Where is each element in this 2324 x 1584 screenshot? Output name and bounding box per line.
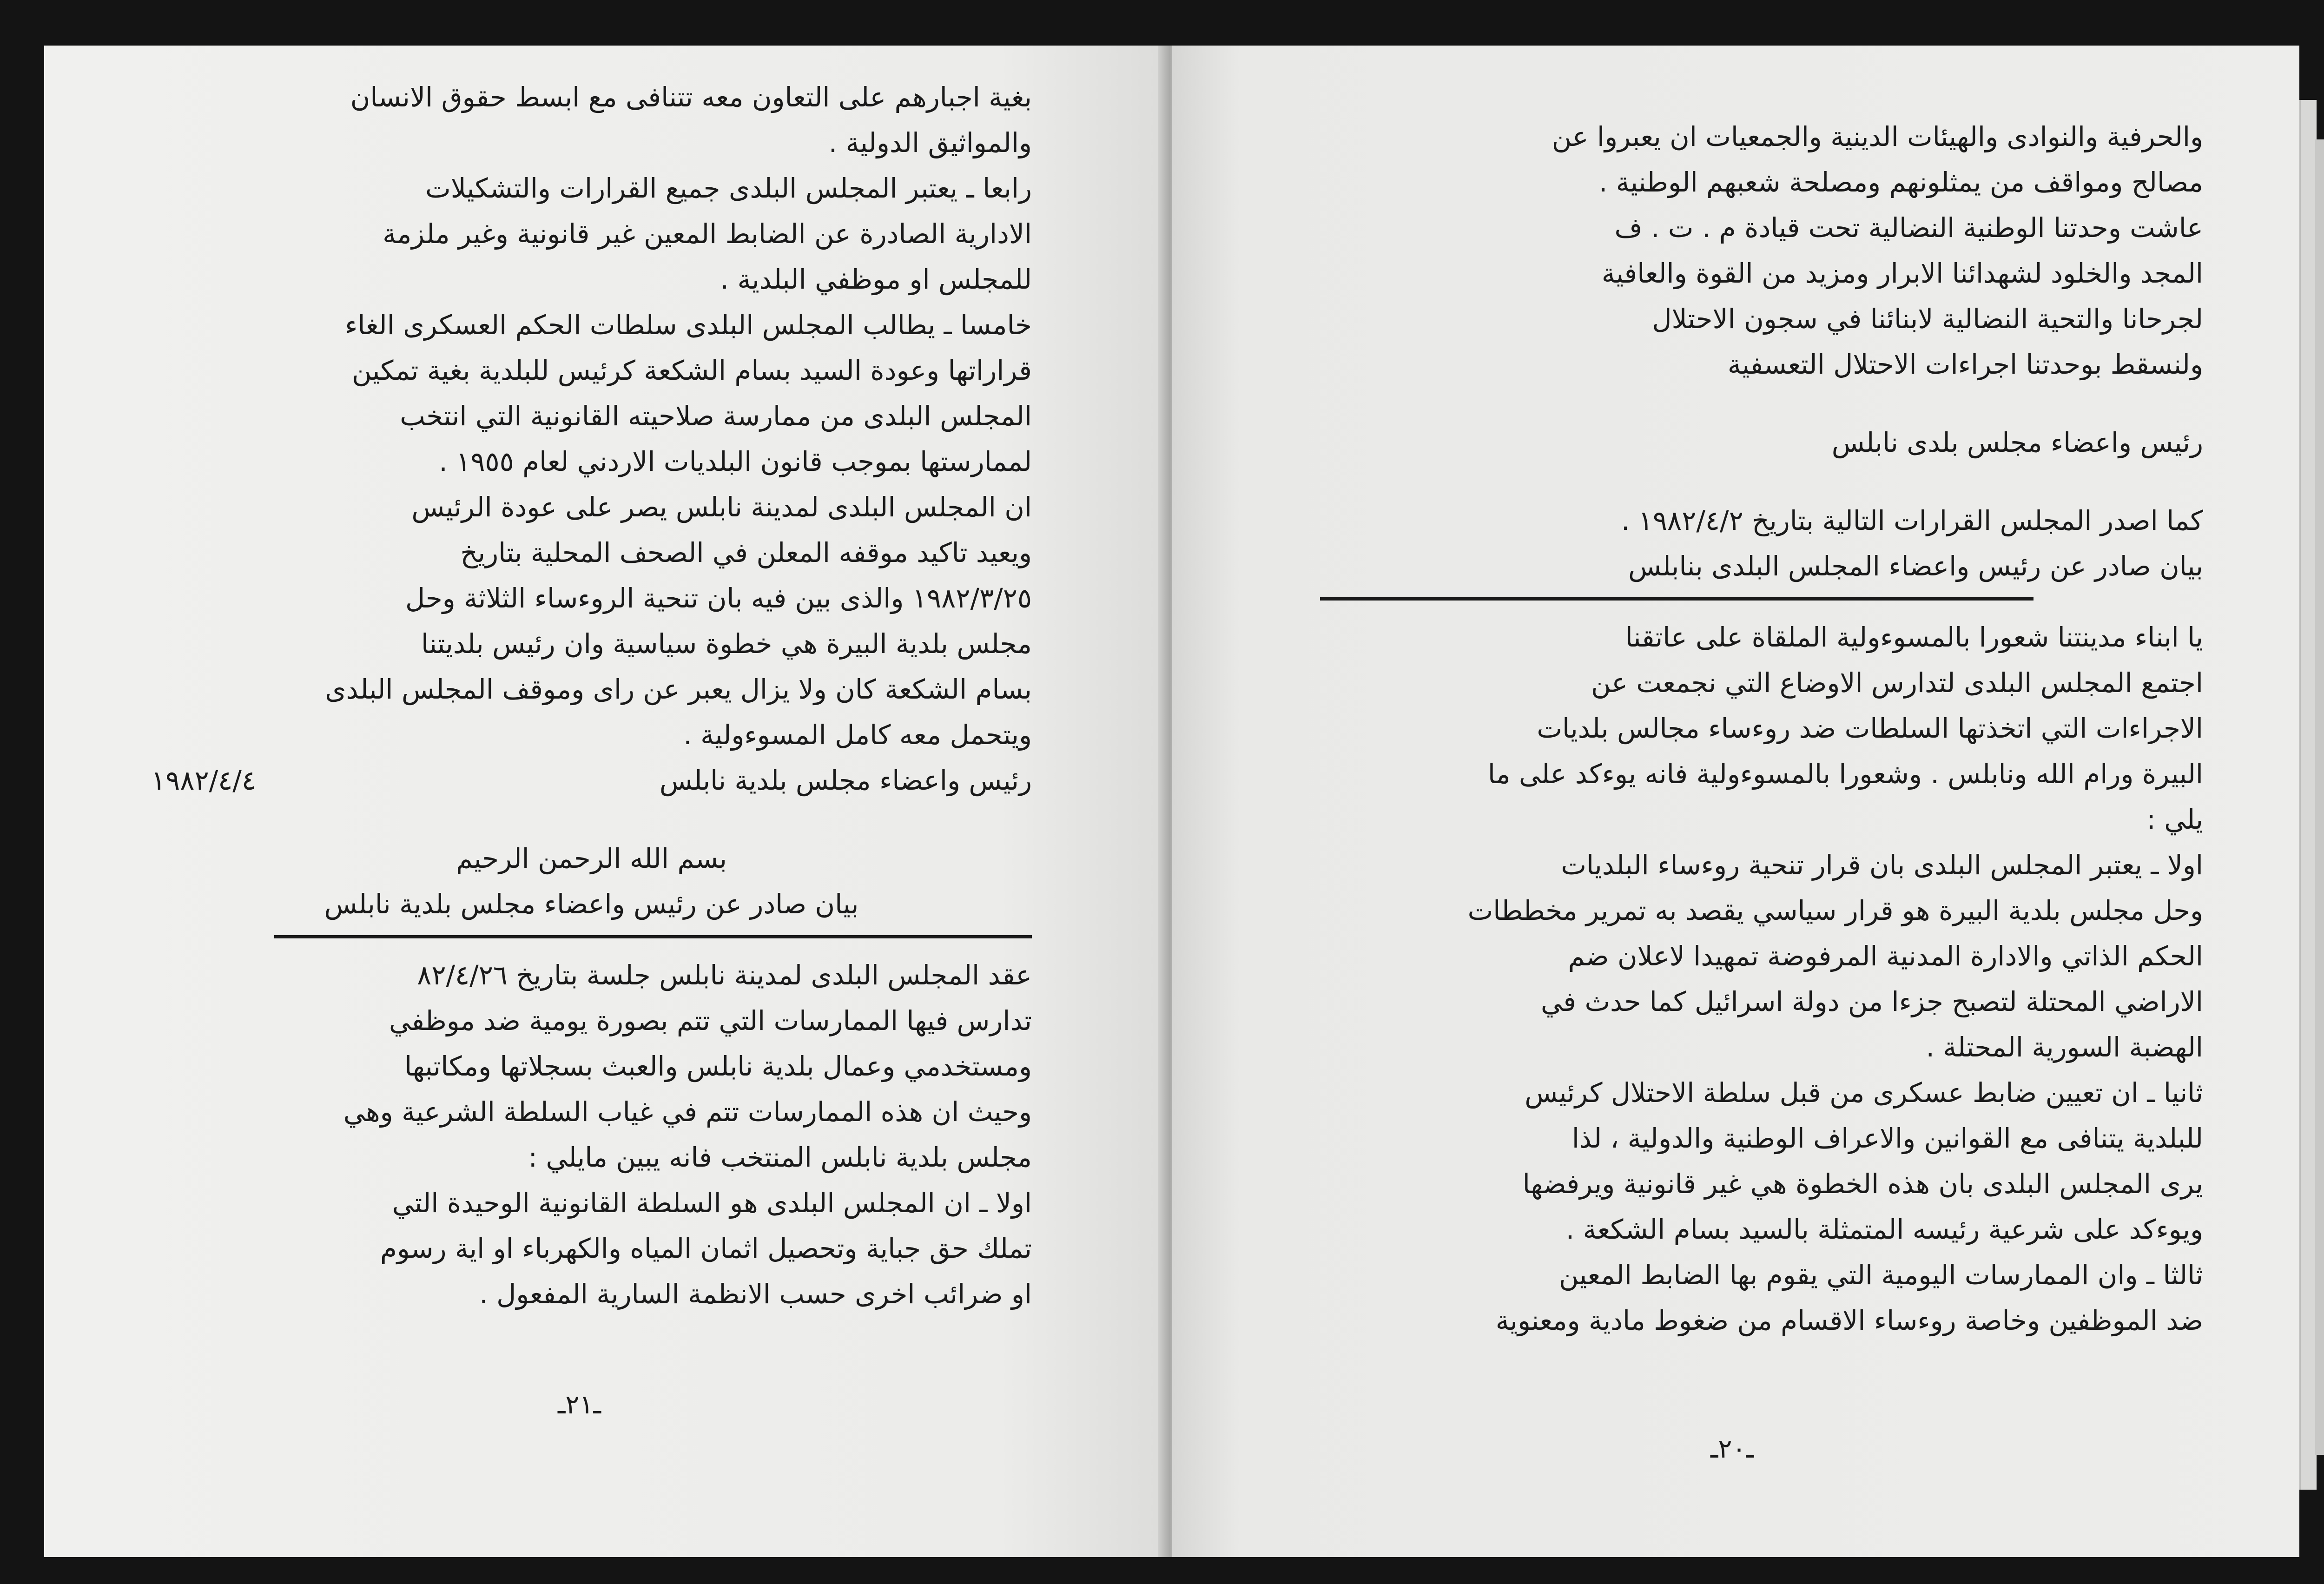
signature: رئيس واعضاء مجلس بلدى نابلس [1831,427,2203,458]
text-line: البيرة ورام الله ونابلس . وشعورا بالمسوءولية فانه يوءكد على ما [1487,758,2203,790]
text-line: المجلس البلدى من ممارسة صلاحيته القانونية التي انتخب [400,400,1032,432]
text-line: ومستخدمي وعمال بلدية نابلس والعبث بسجلاتها ومكاتبها [404,1050,1032,1082]
text-line: ثالثا ـ وان الممارسات اليومية التي يقوم بها الضابط المعين [1558,1259,2203,1291]
text-line: لممارستها بموجب قانون البلديات الاردني لعام ١٩٥٥ . [439,446,1032,477]
text-line: وحل مجلس بلدية البيرة هو قرار سياسي يقصد به تمرير مخططات [1467,895,2203,926]
right-page-text [1320,114,2203,1343]
text-line: ويتحمل معه كامل المسوءولية . [683,719,1032,751]
text-line: بغية اجبارهم على التعاون معه تتنافى مع ابسط حقوق الانسان [350,81,1032,113]
text-line: ان المجلس البلدى لمدينة نابلس يصر على عودة الرئيس [411,491,1032,523]
text-line: يرى المجلس البلدى بان هذه الخطوة هي غير قانونية ويرفضها [1522,1168,2203,1200]
text-line: اجتمع المجلس البلدى لتدارس الاوضاع التي نجمعت عن [1591,667,2203,699]
text-line: رابعا ـ يعتبر المجلس البلدى جميع القرارات والتشكيلات [425,172,1032,204]
page-number-right: ـ٢٠ـ [1710,1434,1754,1464]
text-line: او ضرائب اخرى حسب الانظمة السارية المفعول . [479,1278,1032,1310]
text-line: ثانيا ـ ان تعيين ضابط عسكرى من قبل سلطة الاحتلال كرئيس [1525,1077,2203,1109]
text-line: اولا ـ ان المجلس البلدى هو السلطة القانونية الوحيدة التي [392,1187,1032,1219]
statement-title: بيان صادر عن رئيس واعضاء المجلس البلدى بنابلس [1628,550,2203,582]
text-line: ويعيد تاكيد موقفه المعلن في الصحف المحلية بتاريخ [460,537,1032,568]
date: ١٩٨٢/٤/٤ [151,765,256,796]
text-line: ضد الموظفين وخاصة روءساء الاقسام من ضغوط مادية ومعنوية [1495,1305,2203,1336]
text-line: لجرحانا والتحية النضالية لابنائنا في سجون الاحتلال [1652,303,2203,335]
divider-rule [1320,597,2034,601]
page-edge [2299,100,2317,1490]
text-line: ١٩٨٢/٣/٢٥ والذى بين فيه بان تنحية الروءساء الثلاثة وحل [405,582,1032,614]
text-line: الادارية الصادرة عن الضابط المعين غير قانونية وغير ملزمة [383,218,1032,250]
signature-row [151,758,1032,803]
text-line: عاشت وحدتنا الوطنية النضالية تحت قيادة م . ت . ف [1614,212,2203,244]
divider-rule [274,935,1032,938]
text-line: تدارس فيها الممارسات التي تتم بصورة يومية ضد موظفي [389,1005,1032,1036]
text-line: والحرفية والنوادى والهيئات الدينية والجمعيات ان يعبروا عن [1552,121,2203,152]
page-edge-back [2315,139,2324,1455]
text-line: عقد المجلس البلدى لمدينة نابلس جلسة بتاريخ ٨٢/٤/٢٦ [417,959,1032,991]
text-line: الهضبة السورية المحتلة . [1926,1031,2203,1063]
text-line: مجلس بلدية نابلس المنتخب فانه يبين مايلي : [528,1142,1032,1173]
text-line: يلي : [2146,804,2203,835]
text-line: والمواثيق الدولية . [828,127,1032,158]
statement-title: بيان صادر عن رئيس واعضاء مجلس بلدية نابلس [324,888,859,920]
text-line: المجد والخلود لشهدائنا الابرار ومزيد من القوة والعافية [1601,257,2203,289]
text-line: الاراضي المحتلة لتصبح جزءا من دولة اسرائيل كما حدث في [1540,986,2203,1017]
text-line: مصالح ومواقف من يمثلونهم ومصلحة شعبهم الوطنية . [1598,166,2203,198]
text-line: قراراتها وعودة السيد بسام الشكعة كرئيس للبلدية بغية تمكين [352,355,1032,386]
text-line: يا ابناء مدينتنا شعورا بالمسوءولية الملقاة على عاتقنا [1625,621,2203,653]
text-line: للمجلس او موظفي البلدية . [720,264,1032,295]
decisions-intro: كما اصدر المجلس القرارات التالية بتاريخ ١٩٨٢/٤/٢ . [1621,505,2203,536]
text-line: ولنسقط بوحدتنا اجراءات الاحتلال التعسفية [1727,349,2203,380]
text-line: تملك حق جباية وتحصيل اثمان المياه والكهرباء او اية رسوم [380,1233,1032,1264]
text-line: اولا ـ يعتبر المجلس البلدى بان قرار تنحية روءساء البلديات [1561,849,2203,881]
signature: رئيس واعضاء مجلس بلدية نابلس [659,765,1032,796]
text-line: بسام الشكعة كان ولا يزال يعبر عن راى وموقف المجلس البلدى [325,673,1032,705]
basmala: بسم الله الرحمن الرحيم [456,843,727,874]
left-page-text [151,74,1032,1317]
text-line: وحيث ان هذه الممارسات تتم في غياب السلطة الشرعية وهي [343,1096,1032,1128]
text-line: مجلس بلدية البيرة هي خطوة سياسية وان رئيس بلديتنا [421,628,1032,660]
text-line: للبلدية يتنافى مع القوانين والاعراف الوطنية والدولية ، لذا [1571,1122,2203,1154]
text-line: ويوءكد على شرعية رئيسه المتمثلة بالسيد بسام الشكعة . [1565,1214,2203,1245]
page-number-left: ـ٢١ـ [558,1390,601,1420]
text-line: الحكم الذاتي والادارة المدنية المرفوضة تمهيدا لاعلان ضم [1568,940,2203,972]
text-line: خامسا ـ يطالب المجلس البلدى سلطات الحكم العسكرى الغاء [345,309,1032,341]
text-line: الاجراءات التي اتخذتها السلطات ضد روءساء مجالس بلديات [1537,713,2203,744]
